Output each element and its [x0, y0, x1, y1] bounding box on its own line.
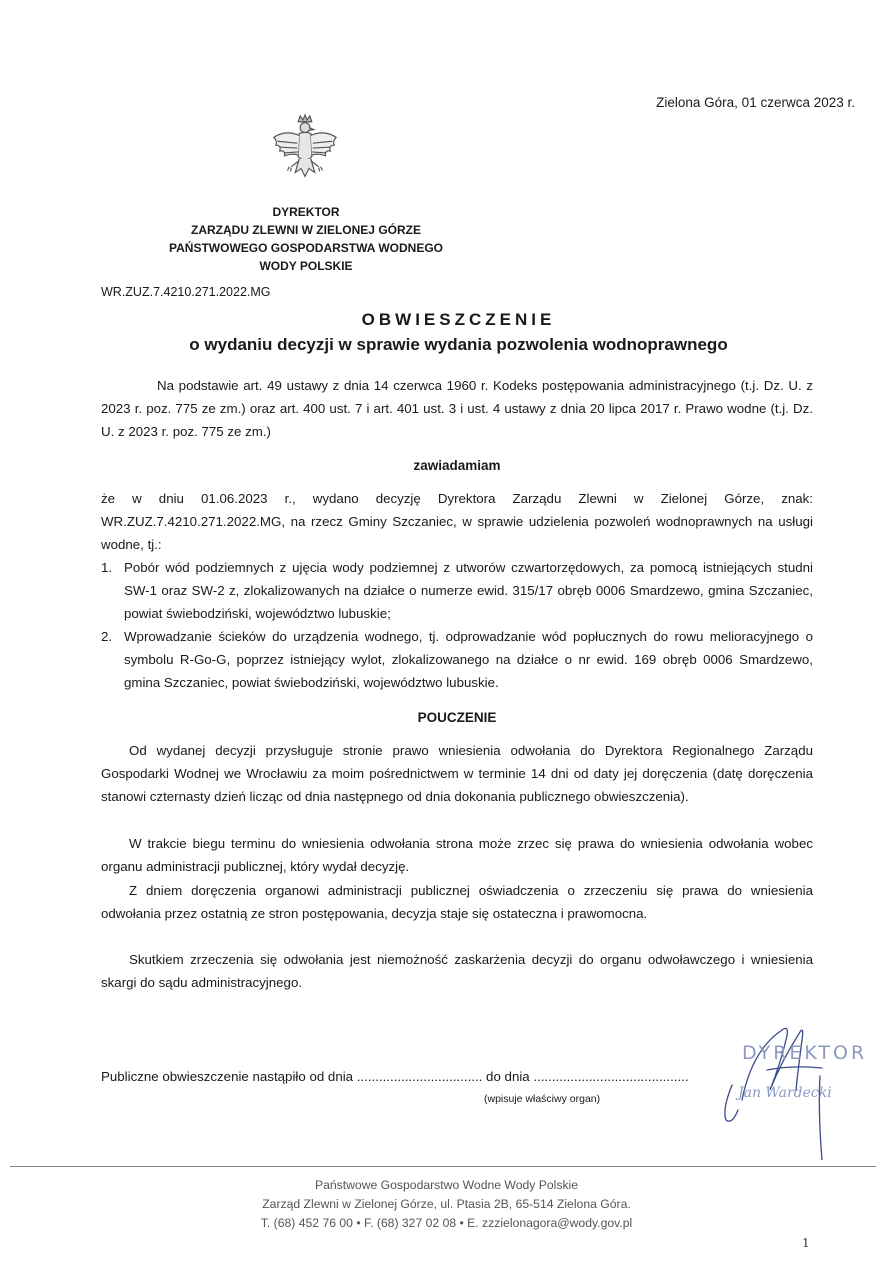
footer-line: T. (68) 452 76 00 • F. (68) 327 02 08 • E. zzzielonagora@wody.gov.pl	[260, 1216, 633, 1230]
instruction-paragraph: Od wydanej decyzji przysługuje stronie prawo wniesienia odwołania do Dyrektora Regionalnego Zarządu Gospodarki Wodnej we Wrocławiu za moim pośrednictwem w terminie 14 dni od daty jej doręczenia (datę doręczenia stanowi czternasty dzień licząc od dnia następnego od dnia dokonania publicznego obwieszczenia).	[101, 743, 813, 804]
authority-line: WODY POLSKIE	[259, 259, 353, 273]
issuing-authority	[100, 203, 512, 275]
publication-note: (wpisuje właściwy organ)	[484, 1093, 601, 1105]
list-item-text: Wprowadzanie ścieków do urządzenia wodnego, tj. odprowadzanie wód popłucznych do rowu melioracyjnego o symbolu R-Go-G, poprzez istniejący wylot, zlokalizowanego na działce o nr ewid. 169 obręb 0006 Smardzewo, gmina Szczaniec, powiat świebodziński, województwo lubuskie.	[124, 629, 813, 690]
instruction-paragraph: W trakcie biegu terminu do wniesienia odwołania strona może zrzec się prawa do wniesienia odwołania wobec organu administracji publicznej, który wydał decyzję.	[101, 836, 813, 874]
signature-name: Jan Wardecki	[738, 1085, 832, 1101]
instruction-heading: POUCZENIE	[417, 710, 497, 725]
case-reference: WR.ZUZ.7.4210.271.2022.MG	[101, 285, 271, 299]
polish-eagle-icon	[266, 112, 344, 190]
authority-line: PAŃSTWOWEGO GOSPODARSTWA WODNEGO	[169, 241, 443, 255]
publication-line: Publiczne obwieszczenie nastąpiło od dnia .................................. do dnia ..........................................	[101, 1069, 689, 1084]
notice-title: OBWIESZCZENIE	[361, 310, 556, 329]
list-item	[101, 625, 813, 694]
footer-divider	[10, 1166, 876, 1167]
list-item-text: Pobór wód podziemnych z ujęcia wody podziemnej z utworów czwartorzędowych, za pomocą istniejących studni SW-1 oraz SW-2 z, zlokalizowanych na działce o numerze ewid. 315/17 obręb 0006 Smardzewo, gmina Szczaniec, powiat świebodziński, województwo lubuskie;	[124, 560, 813, 621]
decision-paragraph: że w dniu 01.06.2023 r., wydano decyzję Dyrektora Zarządu Zlewni w Zielonej Górze, znak: WR.ZUZ.7.4210.271.2022.MG, na rzecz Gminy Szczaniec, w sprawie udzielenia pozwoleń wodnoprawnych na usługi wodne, tj.:	[101, 491, 813, 552]
instruction-paragraph: Z dniem doręczenia organowi administracji publicznej oświadczenia o zrzeczeniu się prawa do wniesienia odwołania przez ostatnią ze stron postępowania, decyzja staje się ostateczna i prawomocna.	[101, 883, 813, 921]
signature-stamp: DYREKTOR	[742, 1042, 868, 1064]
instruction-paragraph: Skutkiem zrzeczenia się odwołania jest niemożność zaskarżenia decyzji do organu odwoławczego i wniesienia skargi do sądu administracyjnego.	[101, 952, 813, 990]
footer-line: Państwowe Gospodarstwo Wodne Wody Polskie	[314, 1178, 579, 1192]
list-item	[101, 556, 813, 625]
authority-line: DYREKTOR	[272, 205, 340, 219]
footer	[0, 1176, 893, 1233]
notify-heading: zawiadamiam	[413, 458, 501, 473]
page-number: 1	[802, 1236, 810, 1250]
authority-line: ZARZĄDU ZLEWNI W ZIELONEJ GÓRZE	[191, 223, 421, 237]
notice-subtitle: o wydaniu decyzji w sprawie wydania pozwolenia wodnoprawnego	[189, 335, 728, 354]
list-item-number: 2.	[101, 629, 113, 644]
footer-line: Zarząd Zlewni w Zielonej Górze, ul. Ptasia 2B, 65-514 Zielona Góra.	[262, 1197, 631, 1211]
legal-basis-paragraph: Na podstawie art. 49 ustawy z dnia 14 czerwca 1960 r. Kodeks postępowania administracyjnego (t.j. Dz. U. z 2023 r. poz. 775 ze zm.) oraz art. 400 ust. 7 i art. 401 ust. 3 i ust. 4 ustawy z dnia 20 lipca 2017 r. Prawo wodne (t.j. Dz. U. z 2023 r. poz. 775 ze zm.)	[101, 378, 813, 439]
document-date: Zielona Góra, 01 czerwca 2023 r.	[656, 95, 855, 110]
list-item-number: 1.	[101, 560, 113, 575]
water-services-list	[101, 556, 813, 694]
